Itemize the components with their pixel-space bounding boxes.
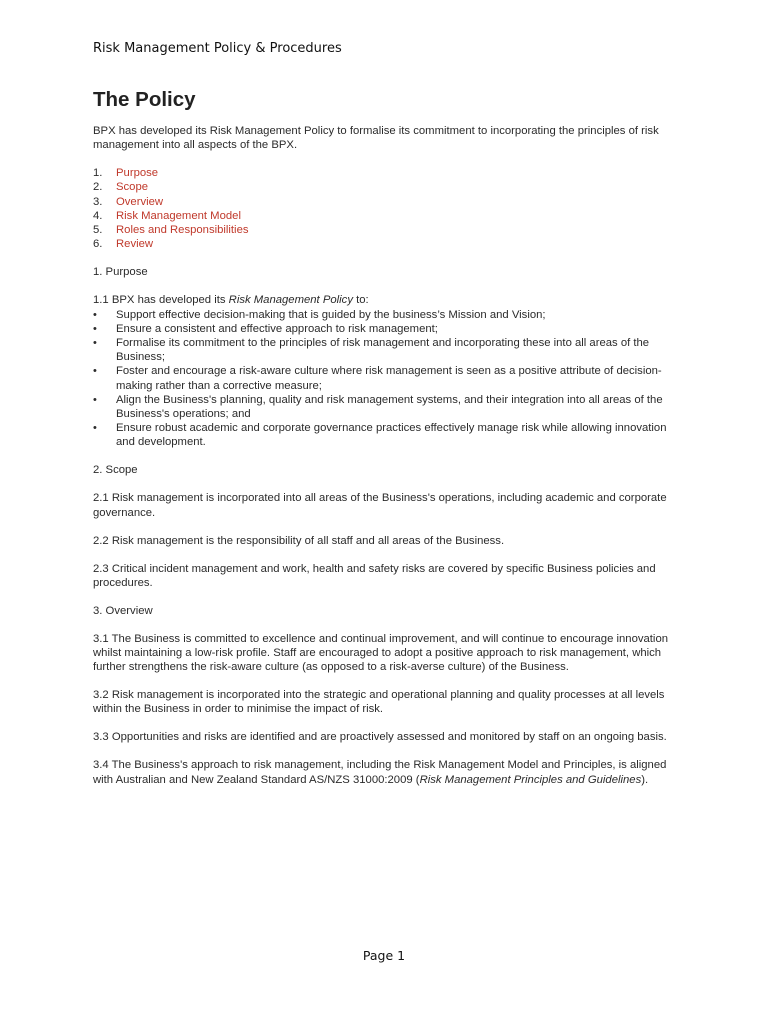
toc-link-roles[interactable]: Roles and Responsibilities: [116, 224, 249, 237]
toc-item-roles: [93, 223, 673, 237]
overview-paragraph-3: 3.3 Opportunities and risks are identified and are proactively assessed and monitored by staff on an ongoing basis.: [93, 731, 667, 744]
toc-number: 6.: [93, 238, 103, 251]
bullet-text: Align the Business's planning, quality and risk management systems, and their integration into all areas of the Business's operations; and: [116, 393, 663, 421]
list-item: [93, 421, 673, 449]
section-heading-scope: 2. Scope: [93, 464, 138, 477]
bullet-icon: [93, 308, 116, 322]
toc-item-risk-model: [93, 209, 673, 223]
bullet-text: Ensure a consistent and effective approach to risk management;: [116, 322, 438, 335]
bullet-icon: [93, 364, 116, 392]
purpose-bullet-list: [93, 308, 673, 450]
table-of-contents: [93, 166, 673, 251]
list-item: [93, 393, 673, 421]
overview-paragraph-4: [93, 758, 673, 786]
bullet-text: Support effective decision-making that is guided by the business’s Mission and Vision;: [116, 308, 546, 321]
toc-link-review[interactable]: Review: [116, 238, 154, 251]
toc-number: 1.: [93, 167, 103, 180]
scope-paragraph-2: 2.2 Risk management is the responsibility of all staff and all areas of the Business.: [93, 534, 505, 547]
list-item: [93, 364, 673, 392]
purpose-lead-text: 1.1 BPX has developed its: [93, 294, 229, 307]
toc-link-risk-model[interactable]: Risk Management Model: [116, 209, 241, 222]
toc-number: 4.: [93, 209, 103, 222]
list-item: [93, 322, 673, 336]
scope-paragraph-3: 2.3 Critical incident management and work, health and safety risks are covered by specific Business policies and procedures.: [93, 562, 656, 589]
purpose-lead-suffix: to:: [352, 294, 369, 307]
bullet-icon: [93, 336, 116, 364]
bullet-icon: [93, 421, 116, 449]
bullet-text: Formalise its commitment to the principles of risk management and incorporating these into all areas of the Business;: [116, 337, 650, 364]
bullet-text: Foster and encourage a risk-aware culture where risk management is seen as a positive attribute of decision-making rather than a corrective measure;: [116, 365, 662, 392]
bullet-icon: [93, 322, 116, 336]
toc-number: 2.: [93, 181, 103, 194]
overview-p4-italic: Risk Management Principles and Guidelines: [419, 773, 642, 786]
toc-link-purpose[interactable]: Purpose: [116, 167, 159, 180]
intro-paragraph: BPX has developed its Risk Management Policy to formalise its commitment to incorporating the principles of risk management into all aspects of the BPX.: [93, 125, 659, 152]
overview-p4-text: 3.4 The Business's approach to risk management, including the Risk Management Model and Principles, is aligned with Australian and New Zealand Standard AS/NZS 31000:2009 (: [93, 759, 667, 786]
toc-number: 3.: [93, 195, 103, 208]
list-item: [93, 336, 673, 364]
toc-number: 5.: [93, 224, 103, 237]
bullet-icon: [93, 393, 116, 421]
toc-item-scope: [93, 180, 673, 194]
toc-item-review: [93, 237, 673, 251]
overview-p4-suffix: ).: [641, 773, 649, 786]
running-header: Risk Management Policy & Procedures: [93, 41, 342, 56]
overview-paragraph-2: 3.2 Risk management is incorporated into the strategic and operational planning and quality processes at all levels within the Business in order to minimise the impact of risk.: [93, 689, 665, 716]
bullet-text: Ensure robust academic and corporate governance practices effectively manage risk while allowing innovation and development.: [116, 422, 667, 449]
purpose-lead-italic: Risk Management Policy: [228, 294, 353, 307]
page-title: The Policy: [93, 88, 196, 111]
toc-item-purpose: [93, 166, 673, 180]
overview-paragraph-1: 3.1 The Business is committed to excellence and continual improvement, and will continue to encourage innovation whilst maintaining a low-risk profile. Staff are encouraged to adopt a positive approach to risk management, which further strengthens the risk-aware culture (as opposed to a risk-averse culture) of the Business.: [93, 632, 669, 674]
page-number: Page 1: [362, 948, 406, 963]
toc-link-overview[interactable]: Overview: [116, 195, 164, 208]
list-item: [93, 308, 673, 322]
document-body: [93, 88, 673, 801]
toc-link-scope[interactable]: Scope: [116, 181, 149, 194]
section-heading-purpose: 1. Purpose: [93, 266, 148, 279]
scope-paragraph-1: 2.1 Risk management is incorporated into all areas of the Business's operations, including academic and corporate governance.: [93, 492, 667, 519]
purpose-lead: [93, 293, 673, 307]
section-heading-overview: 3. Overview: [93, 604, 153, 617]
toc-item-overview: [93, 195, 673, 209]
